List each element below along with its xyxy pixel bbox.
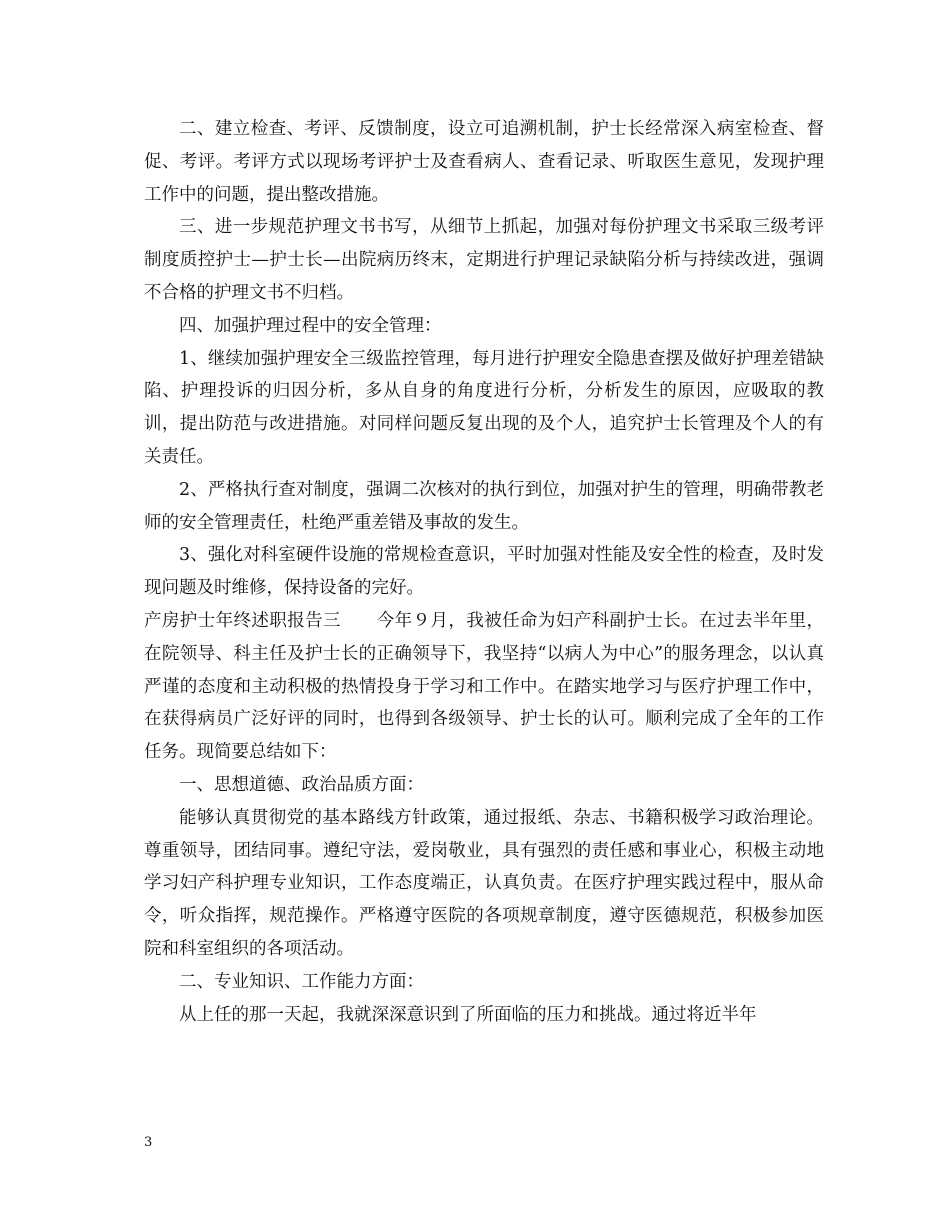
paragraph-safety-item-3: 3、强化对科室硬件设施的常规检查意识，平时加强对性能及安全性的检查，及时发现问题及时维修，保持设备的完好。 bbox=[144, 545, 824, 599]
paragraph-safety-item-1: 1、继续加强护理安全三级监控管理，每月进行护理安全隐患查摆及做好护理差错缺陷、护理投诉的归因分析，多从自身的角度进行分析，分析发生的原因，应吸取的教训，提出防范与改进措施。对同样问题反复出现的及个人，追究护士长管理及个人的有关责任。 bbox=[144, 348, 824, 467]
paragraph-professional-knowledge: 从上任的那一天起，我就深深意识到了所面临的压力和挑战。通过将近半年 bbox=[179, 1004, 757, 1025]
paragraph-report-three-intro: 产房护士年终述职报告三 今年９月，我被任命为妇产科副护士长。在过去半年里，在院领导、科主任及护士长的正确领导下，我坚持“以病人为中心”的服务理念，以认真严谨的态度和主动积极的热情投身于学习和工作中。在踏实地学习与医疗护理工作中，在获得病员广泛好评的同时，也得到各级领导、护士长的认可。顺利完成了全年的工作任务。现简要总结如下： bbox=[144, 610, 824, 763]
paragraph-ideology-morality: 能够认真贯彻党的基本路线方针政策，通过报纸、杂志、书籍积极学习政治理论。尊重领导，团结同事。遵纪守法，爱岗敬业，具有强烈的责任感和事业心，积极主动地学习妇产科护理专业知识，工作态度端正，认真负责。在医疗护理实践过程中，服从命令，听众指挥，规范操作。严格遵守医院的各项规章制度，遵守医德规范，积极参加医院和科室组织的各项活动。 bbox=[144, 807, 824, 959]
document-body bbox=[144, 113, 824, 1031]
paragraph-nursing-documents: 三、进一步规范护理文书书写，从细节上抓起，加强对每份护理文书采取三级考评制度质控护士—护士长—出院病历终末，定期进行护理记录缺陷分析与持续改进，强调不合格的护理文书不归档。 bbox=[144, 217, 824, 303]
page-number: 3 bbox=[144, 1135, 153, 1150]
heading-ideology-morality: 一、思想道德、政治品质方面： bbox=[179, 774, 424, 795]
heading-safety-management: 四、加强护理过程中的安全管理： bbox=[179, 315, 442, 336]
heading-professional-knowledge: 二、专业知识、工作能力方面： bbox=[179, 971, 424, 992]
paragraph-inspection-system: 二、建立检查、考评、反馈制度，设立可追溯机制，护士长经常深入病室检查、督促、考评。考评方式以现场考评护士及查看病人、查看记录、听取医生意见，发现护理工作中的问题，提出整改措施。 bbox=[144, 119, 824, 205]
paragraph-safety-item-2: 2、严格执行查对制度，强调二次核对的执行到位，加强对护生的管理，明确带教老师的安全管理责任，杜绝严重差错及事故的发生。 bbox=[144, 479, 824, 533]
